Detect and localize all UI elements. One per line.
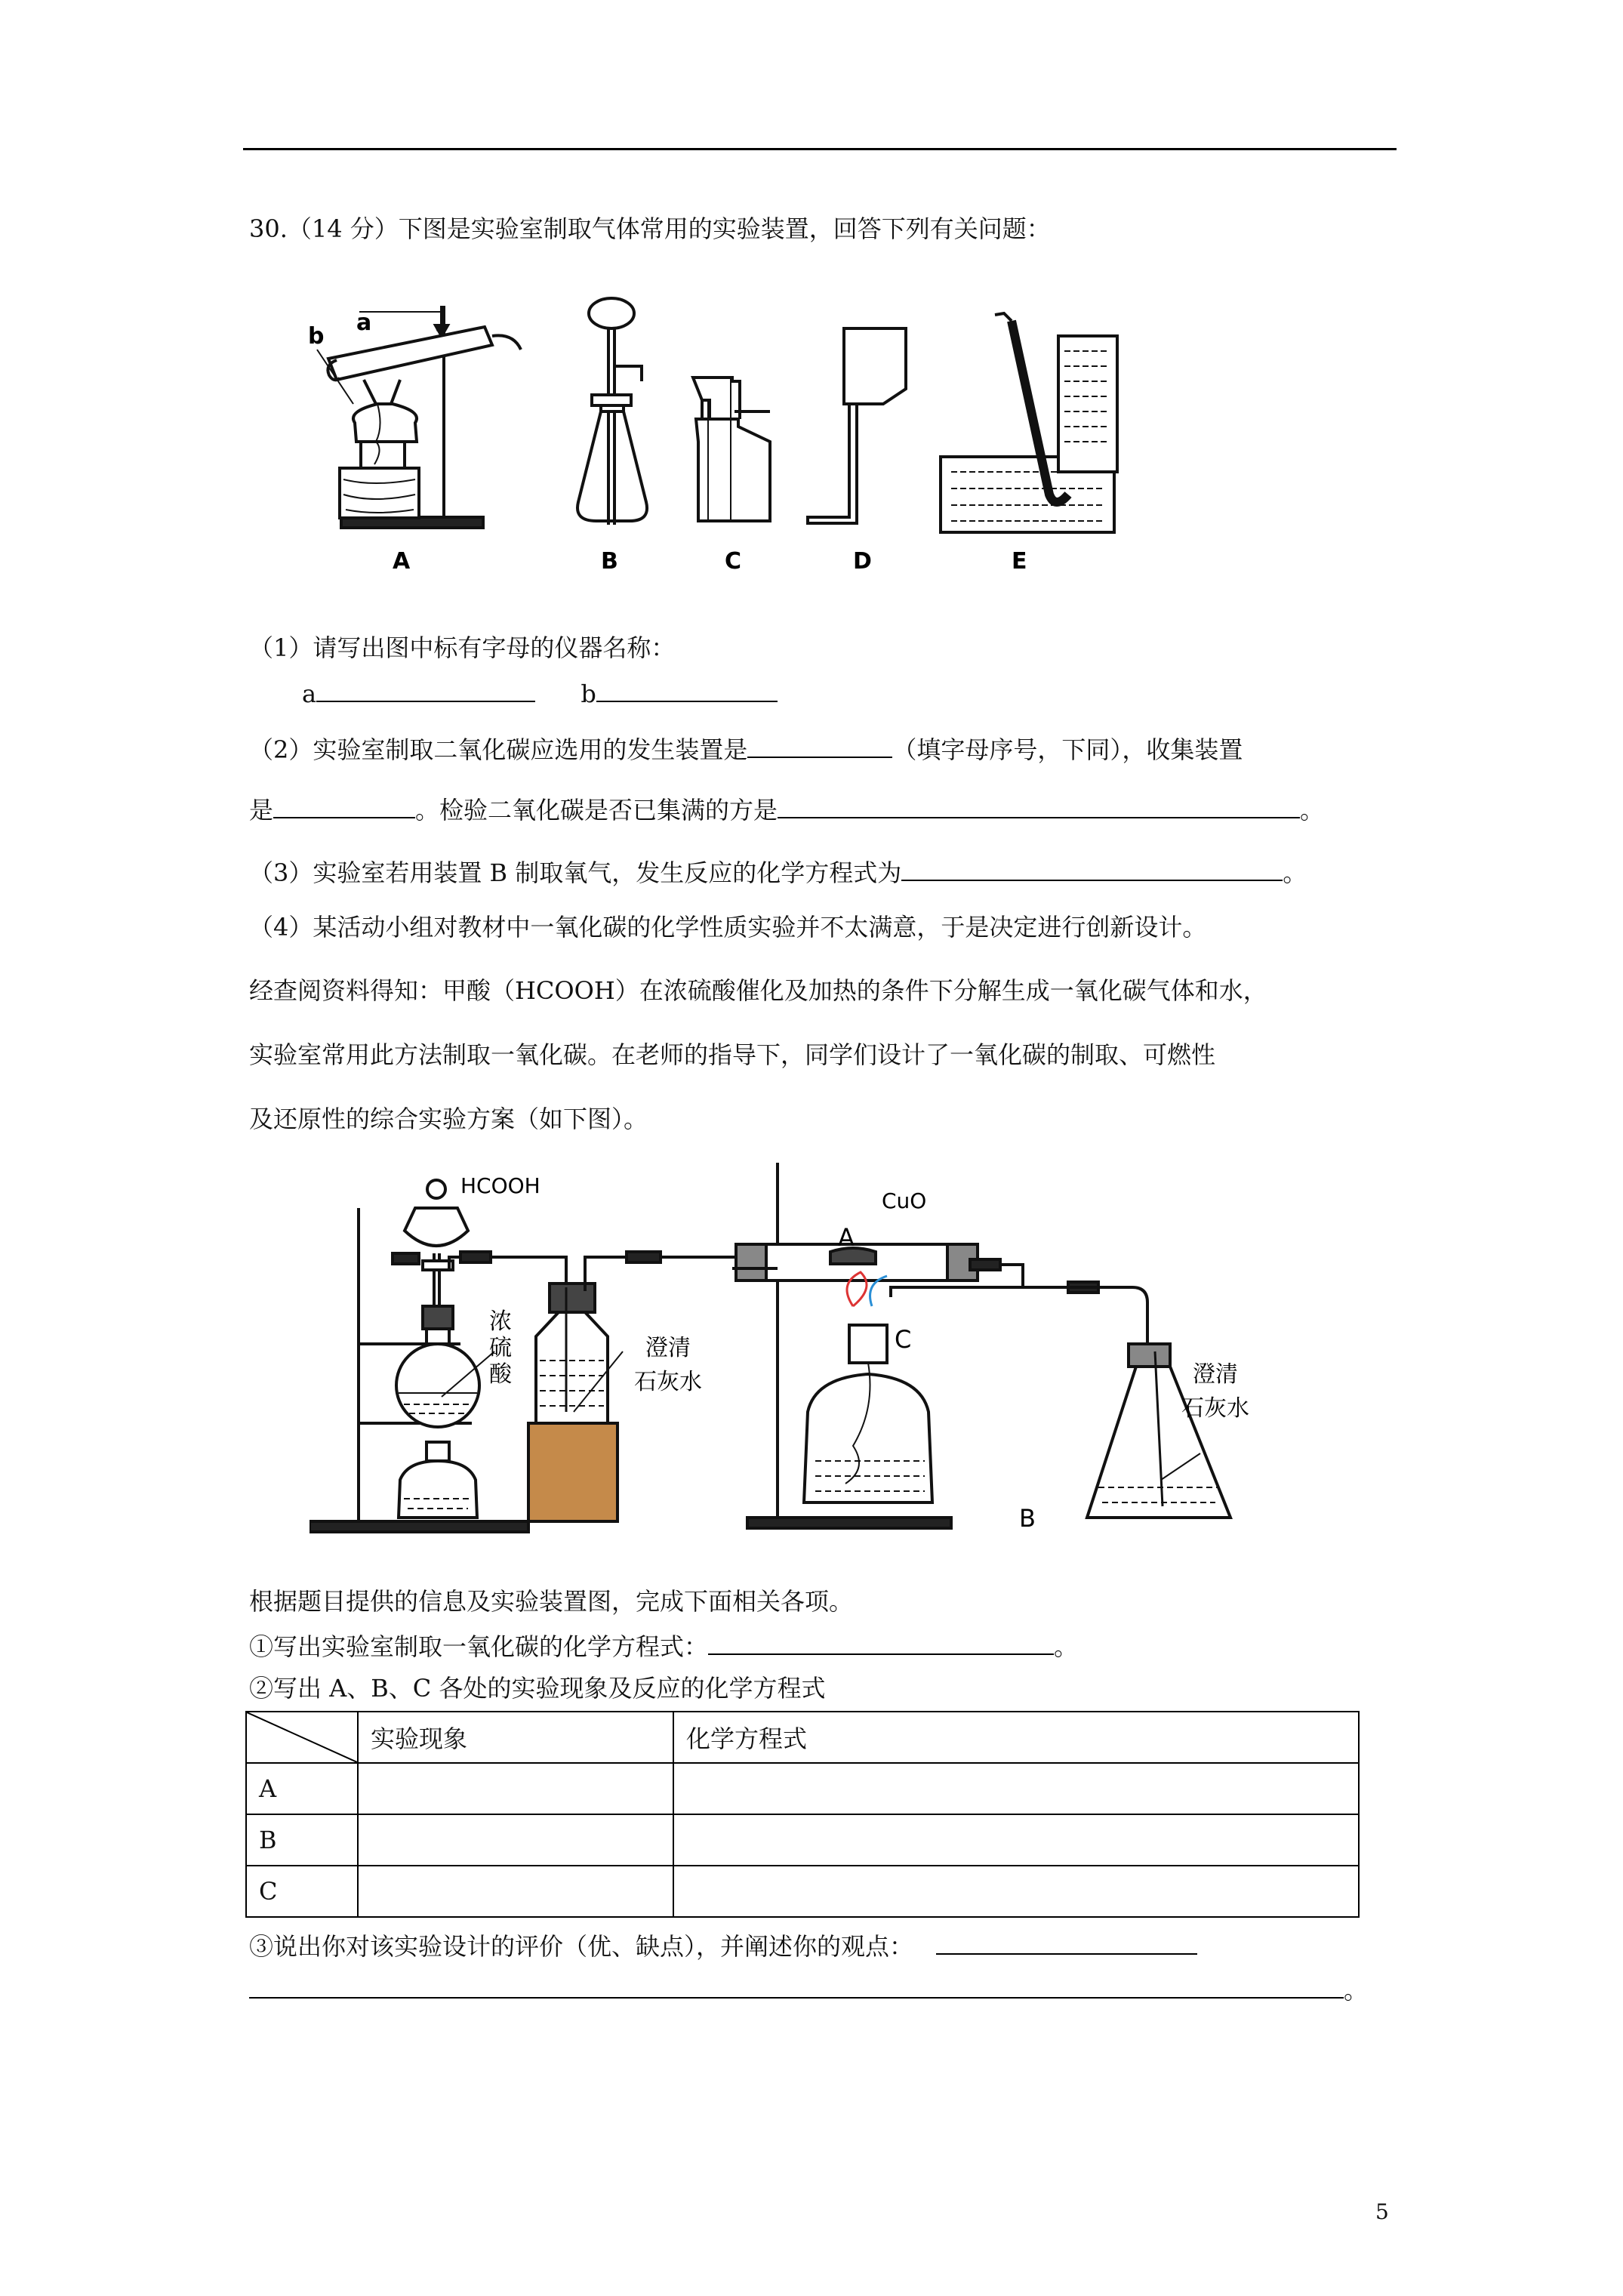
- label-D: D: [853, 548, 872, 575]
- sub3-line2: 。: [249, 1974, 1368, 2005]
- label-B: B: [601, 548, 618, 575]
- complete-text: 根据题目提供的信息及实验装置图，完成下面相关各项。: [249, 1587, 854, 1616]
- apparatus-figure-2: [310, 1163, 1291, 1548]
- sub2-line: ②写出 A、B、C 各处的实验现象及反应的化学方程式: [249, 1674, 826, 1703]
- label-lime2-1: 澄清: [1193, 1361, 1238, 1388]
- label-fig2-A: A: [838, 1223, 855, 1252]
- label-acid-3: 酸: [489, 1361, 512, 1388]
- table-row: [246, 1866, 1359, 1917]
- table-row-label: B: [246, 1814, 358, 1866]
- sub3-blank-1[interactable]: [936, 1931, 1197, 1955]
- label-fig2-C: C: [895, 1325, 912, 1354]
- q4-line4: 及还原性的综合实验方案（如下图）。: [249, 1105, 648, 1133]
- sub3-line: ③说出你对该实验设计的评价（优、缺点），并阐述你的观点：: [249, 1931, 1197, 1962]
- q3-line: （3）实验室若用装置 B 制取氧气，发生反应的化学方程式为 。: [249, 858, 1307, 887]
- label-b: b: [308, 323, 325, 350]
- q4-line2: 经查阅资料得知：甲酸（HCOOH）在浓硫酸催化及加热的条件下分解生成一氧化碳气体和水，: [249, 976, 1267, 1005]
- q4-line1: （4）某活动小组对教材中一氧化碳的化学性质实验并不太满意，于是决定进行创新设计。: [249, 913, 1207, 942]
- sub3-blank-2[interactable]: [249, 1974, 1344, 1999]
- sub1-blank[interactable]: [708, 1631, 1054, 1655]
- table-cell-phenomenon[interactable]: [358, 1763, 673, 1814]
- table-corner-cell: [246, 1712, 358, 1763]
- q1-blank-a[interactable]: [316, 678, 535, 702]
- table-header-row: [246, 1712, 1359, 1763]
- label-acid-2: 硫: [489, 1335, 512, 1361]
- q1-answers: a b: [302, 678, 778, 709]
- q3-blank[interactable]: [901, 857, 1283, 881]
- q2-blank-1[interactable]: [747, 734, 892, 758]
- apparatus-figure-1: [287, 291, 1298, 581]
- question-title: 30.（14 分）下图是实验室制取气体常用的实验装置，回答下列有关问题：: [249, 214, 1051, 243]
- label-C: C: [725, 548, 742, 575]
- sub1-line: ①写出实验室制取一氧化碳的化学方程式： 。: [249, 1632, 1079, 1661]
- label-cuo: CuO: [882, 1188, 927, 1213]
- q1-text: （1）请写出图中标有字母的仪器名称：: [249, 633, 676, 662]
- label-acid-1: 浓: [489, 1308, 512, 1335]
- table-cell-phenomenon[interactable]: [358, 1814, 673, 1866]
- table-cell-equation[interactable]: [673, 1814, 1359, 1866]
- table-row: [246, 1763, 1359, 1814]
- label-lime2-2: 石灰水: [1181, 1395, 1249, 1422]
- table-header-equation: 化学方程式: [673, 1712, 1359, 1763]
- label-A: A: [393, 548, 411, 575]
- page-number: 5: [1375, 2199, 1389, 2224]
- label-lime1-2: 石灰水: [634, 1369, 702, 1395]
- label-a: a: [356, 310, 372, 336]
- diagonal-line-icon: [247, 1712, 357, 1762]
- q4-line3: 实验室常用此方法制取一氧化碳。在老师的指导下，同学们设计了一氧化碳的制取、可燃性: [249, 1040, 1216, 1069]
- q2-blank-2[interactable]: [273, 794, 415, 818]
- header-rule: [243, 148, 1397, 150]
- table-row-label: A: [246, 1763, 358, 1814]
- q2-line2: 是 。检验二氧化碳是否已集满的方是 。: [249, 796, 1325, 824]
- label-lime1-1: 澄清: [645, 1335, 691, 1361]
- table-row: [246, 1814, 1359, 1866]
- table-cell-equation[interactable]: [673, 1763, 1359, 1814]
- table-cell-equation[interactable]: [673, 1866, 1359, 1917]
- label-fig2-B: B: [1019, 1504, 1036, 1533]
- table-cell-phenomenon[interactable]: [358, 1866, 673, 1917]
- q2-line1: （2）实验室制取二氧化碳应选用的发生装置是 （填字母序号，下同），收集装置: [249, 735, 1243, 764]
- table-row-label: C: [246, 1866, 358, 1917]
- label-E: E: [1012, 548, 1027, 575]
- q2-blank-3[interactable]: [778, 794, 1300, 818]
- answer-table: [245, 1711, 1360, 1918]
- label-hcooh: HCOOH: [460, 1173, 540, 1198]
- table-header-phenomenon: 实验现象: [358, 1712, 673, 1763]
- q1-blank-b[interactable]: [596, 678, 778, 702]
